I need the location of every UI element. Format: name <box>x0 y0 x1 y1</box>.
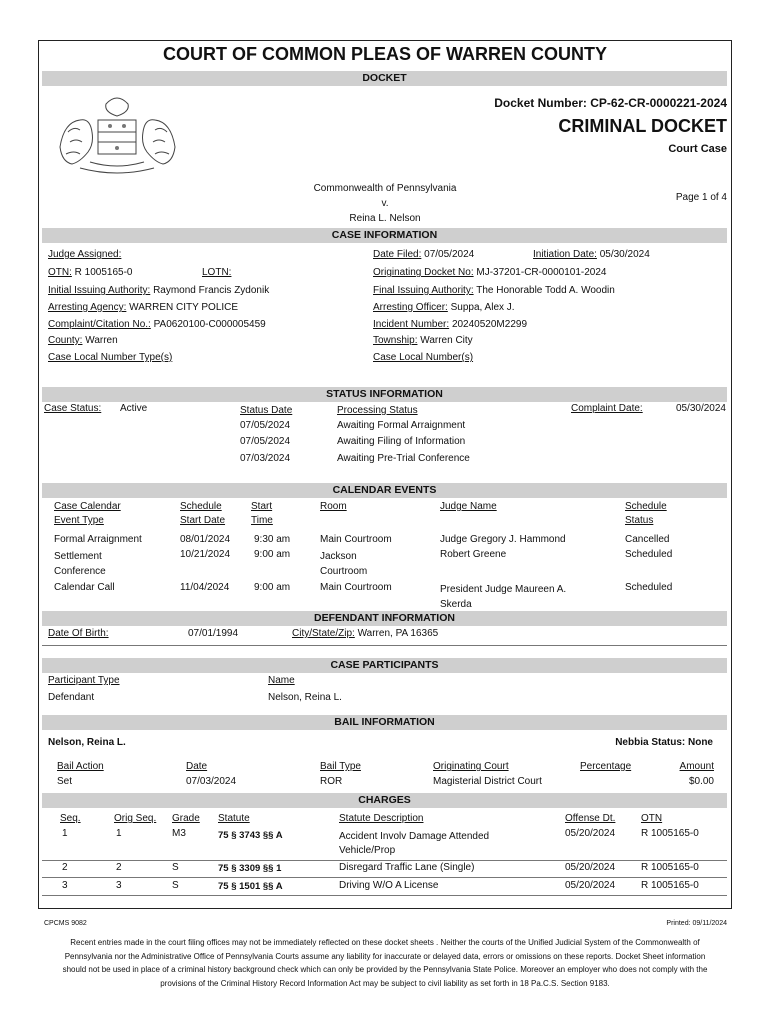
calendar-header-event-type: Case Calendar <box>54 501 121 512</box>
calendar-header-start-time: Time <box>251 515 273 526</box>
status-row-date: 07/05/2024 <box>240 420 291 431</box>
charges-header-grade: Grade <box>172 813 200 824</box>
section-divider <box>42 645 727 646</box>
charges-header-otn: OTN <box>641 813 663 824</box>
township-field: Township: Warren City <box>373 335 473 346</box>
charge-description: Driving W/O A License <box>339 880 439 891</box>
nebbia-status: Nebbia Status: None <box>615 737 713 748</box>
calendar-row-room: Courtroom <box>320 566 368 577</box>
initial-issuing-authority-field: Initial Issuing Authority: Raymond Francis Zydonik <box>48 285 270 296</box>
calendar-header-status: Schedule <box>625 501 667 512</box>
charge-description: Accident Involv Damage Attended <box>339 831 490 842</box>
charge-description: Vehicle/Prop <box>339 845 396 856</box>
status-row-date: 07/03/2024 <box>240 453 291 464</box>
dob-label: Date Of Birth: <box>48 628 109 639</box>
charges-header-seq: Seq. <box>60 813 81 824</box>
charge-otn: R 1005165-0 <box>641 880 699 891</box>
calendar-row-judge: President Judge Maureen A. <box>440 584 567 595</box>
caption-versus: v. <box>381 198 389 209</box>
charge-seq: 2 <box>62 862 68 873</box>
pennsylvania-seal <box>50 92 185 180</box>
calendar-row-judge: Skerda <box>440 599 472 610</box>
status-date-header: Status Date <box>240 405 293 416</box>
bail-action: Set <box>57 776 73 787</box>
incident-number-field: Incident Number: 20240520M2299 <box>373 319 528 330</box>
processing-status-header: Processing Status <box>337 405 418 416</box>
charge-otn: R 1005165-0 <box>641 828 699 839</box>
calendar-header-start-date: Schedule <box>180 501 222 512</box>
charges-header-description: Statute Description <box>339 813 424 824</box>
case-participants-bar: CASE PARTICIPANTS <box>42 658 727 673</box>
participant-type: Defendant <box>48 692 95 703</box>
caption-defendant: Reina L. Nelson <box>349 213 421 224</box>
charges-header-orig-seq: Orig Seq. <box>114 813 157 824</box>
calendar-row-status: Scheduled <box>625 582 673 593</box>
docket-bar: DOCKET <box>42 71 727 86</box>
dob-value: 07/01/1994 <box>188 628 239 639</box>
status-row-status: Awaiting Filing of Information <box>337 436 466 447</box>
docket-number: Docket Number: CP-62-CR-0000221-2024 <box>494 96 727 110</box>
calendar-row-status: Cancelled <box>625 534 670 545</box>
calendar-row-status: Scheduled <box>625 549 673 560</box>
charge-otn: R 1005165-0 <box>641 862 699 873</box>
calendar-row-date: 08/01/2024 <box>180 534 231 545</box>
bail-originating-court: Magisterial District Court <box>433 776 542 787</box>
charge-row-divider <box>42 860 727 861</box>
bail-header-action: Bail Action <box>57 761 104 772</box>
case-status-label: Case Status: <box>44 403 102 414</box>
calendar-row-type: Calendar Call <box>54 582 115 593</box>
participant-name-header: Name <box>268 675 295 686</box>
case-status-value: Active <box>120 403 148 414</box>
charge-offense-date: 05/20/2024 <box>565 880 616 891</box>
charges-header-offense-date: Offense Dt. <box>565 813 616 824</box>
bail-header-date: Date <box>186 761 208 772</box>
bail-header-amount: Amount <box>679 761 714 772</box>
otn-field: OTN: R 1005165-0 <box>48 267 133 278</box>
originating-docket-field: Originating Docket No: MJ-37201-CR-0000101-2024 <box>373 267 607 278</box>
complaint-date-label: Complaint Date: <box>571 403 643 414</box>
charge-row-divider <box>42 877 727 878</box>
charge-description: Disregard Traffic Lane (Single) <box>339 862 475 873</box>
lotn-label: LOTN: <box>202 267 232 278</box>
final-issuing-authority-field: Final Issuing Authority: The Honorable Todd A. Woodin <box>373 285 615 296</box>
participant-name: Nelson, Reina L. <box>268 692 342 703</box>
calendar-row-time: 9:00 am <box>254 549 291 560</box>
charge-grade: S <box>172 880 179 891</box>
participant-type-header: Participant Type <box>48 675 120 686</box>
judge-assigned-label: Judge Assigned: <box>48 249 122 260</box>
charge-row-divider <box>42 895 727 896</box>
calendar-row-date: 10/21/2024 <box>180 549 231 560</box>
calendar-row-room: Main Courtroom <box>320 582 392 593</box>
charge-orig-seq: 2 <box>116 862 122 873</box>
charge-grade: M3 <box>172 828 186 839</box>
calendar-header-status: Status <box>625 515 654 526</box>
printed-date: Printed: 09/11/2024 <box>666 920 727 927</box>
document-type: CRIMINAL DOCKET <box>558 116 727 136</box>
charge-statute: 75 § 3743 §§ A <box>218 830 283 841</box>
calendar-header-judge: Judge Name <box>440 501 497 512</box>
calendar-events-bar: CALENDAR EVENTS <box>42 483 727 498</box>
bail-header-type: Bail Type <box>320 761 361 772</box>
status-row-status: Awaiting Pre-Trial Conference <box>337 453 470 464</box>
charges-header-statute: Statute <box>218 813 250 824</box>
caption-commonwealth: Commonwealth of Pennsylvania <box>313 183 457 194</box>
court-case-label: Court Case <box>668 143 727 155</box>
bail-header-court: Originating Court <box>433 761 509 772</box>
calendar-row-type: Formal Arraignment <box>54 534 142 545</box>
calendar-header-room: Room <box>320 501 347 512</box>
status-information-bar: STATUS INFORMATION <box>42 387 727 402</box>
bail-information-bar: BAIL INFORMATION <box>42 715 727 730</box>
calendar-header-event-type: Event Type <box>54 515 104 526</box>
page-indicator: Page 1 of 4 <box>675 192 727 203</box>
charge-offense-date: 05/20/2024 <box>565 862 616 873</box>
bail-date: 07/03/2024 <box>186 776 237 787</box>
charge-statute: 75 § 1501 §§ A <box>218 881 283 892</box>
bail-amount: $0.00 <box>688 776 714 787</box>
calendar-header-start-time: Start <box>251 501 273 512</box>
charges-bar: CHARGES <box>42 793 727 808</box>
calendar-row-time: 9:30 am <box>254 534 291 545</box>
case-local-number-type-label: Case Local Number Type(s) <box>48 352 173 363</box>
calendar-row-judge: Robert Greene <box>440 549 507 560</box>
calendar-row-time: 9:00 am <box>254 582 291 593</box>
county-field: County: Warren <box>48 335 118 346</box>
calendar-row-room: Main Courtroom <box>320 534 392 545</box>
initiation-date-field: Initiation Date: 05/30/2024 <box>533 249 650 260</box>
city-state-zip-field: City/State/Zip: Warren, PA 16365 <box>292 628 439 639</box>
arresting-agency-field: Arresting Agency: WARREN CITY POLICE <box>48 302 239 313</box>
charge-statute: 75 § 3309 §§ 1 <box>218 863 282 874</box>
charge-offense-date: 05/20/2024 <box>565 828 616 839</box>
complaint-date-value: 05/30/2024 <box>675 403 726 414</box>
status-row-date: 07/05/2024 <box>240 436 291 447</box>
bail-header-percentage: Percentage <box>580 761 632 772</box>
calendar-row-date: 11/04/2024 <box>180 582 230 593</box>
bail-type: ROR <box>320 776 343 787</box>
calendar-row-judge: Judge Gregory J. Hammond <box>440 534 566 545</box>
form-id: CPCMS 9082 <box>44 920 87 927</box>
charge-seq: 1 <box>62 828 68 839</box>
disclaimer-text: Recent entries made in the court filing offices may not be immediately reflected on these docket sheets . Neither the courts of the Unified Judicial System of the Commonwealth of Pennsylvania nor the Administrative Office of Pennsylvania Courts assume any liability for inaccurate or delayed data, errors or omissions on these reports. Docket Sheet information should not be used in place of a criminal history background check which can only be provided by the Pennsylvania State Police. Moreover an employer who does not comply with the provisions of the Criminal History Record Information Act may be subject to civil liability as set forth in 18 Pa.C.S. Section 9183. <box>62 938 708 988</box>
calendar-header-start-date: Start Date <box>180 515 226 526</box>
case-local-numbers-label: Case Local Number(s) <box>373 352 474 363</box>
calendar-row-type: Settlement <box>54 551 102 562</box>
bail-defendant-name: Nelson, Reina L. <box>48 737 126 748</box>
charge-orig-seq: 3 <box>116 880 122 891</box>
calendar-row-room: Jackson <box>320 551 357 562</box>
calendar-row-type: Conference <box>54 566 106 577</box>
complaint-citation-field: Complaint/Citation No.: PA0620100-C000005459 <box>48 319 266 330</box>
charge-orig-seq: 1 <box>116 828 122 839</box>
date-filed-field: Date Filed: 07/05/2024 <box>373 249 475 260</box>
court-title: COURT OF COMMON PLEAS OF WARREN COUNTY <box>163 44 607 64</box>
defendant-information-bar: DEFENDANT INFORMATION <box>42 611 727 626</box>
charge-grade: S <box>172 862 179 873</box>
status-row-status: Awaiting Formal Arraignment <box>337 420 466 431</box>
arresting-officer-field: Arresting Officer: Suppa, Alex J. <box>373 302 515 313</box>
charge-seq: 3 <box>62 880 68 891</box>
case-information-bar: CASE INFORMATION <box>42 228 727 243</box>
